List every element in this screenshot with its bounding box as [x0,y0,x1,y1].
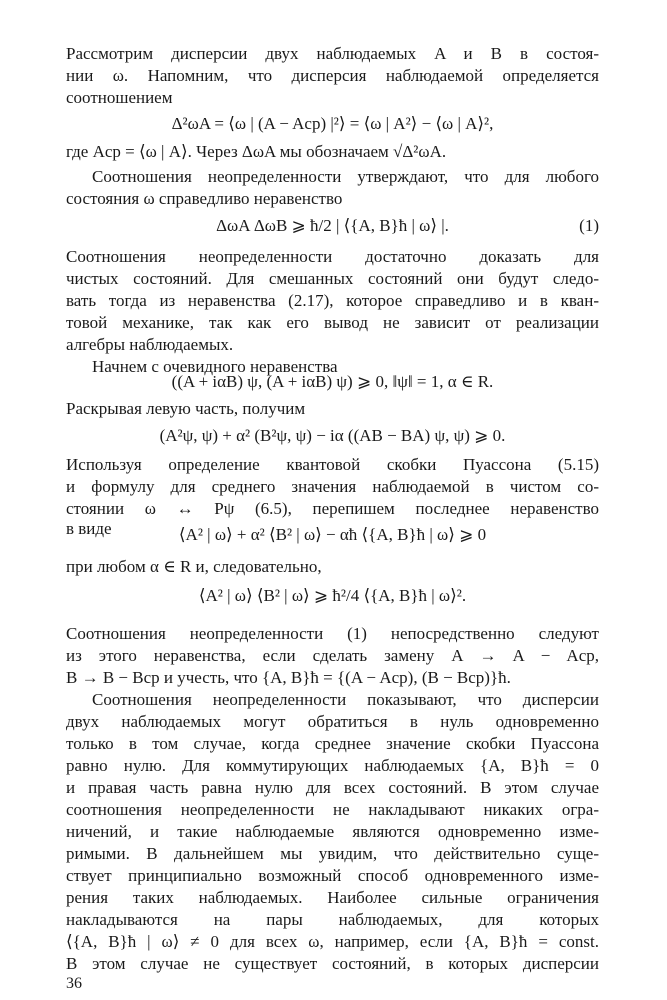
equation-dispersion-definition: Δ²ωA = ⟨ω | (A − Aср) |²⟩ = ⟨ω | A²⟩ − ⟨ω | A⟩², [171,114,494,133]
text-line: вать тогда из неравенства (2.17), которое справедливо и в кван- [66,291,599,310]
page-number: 36 [66,975,82,992]
text-line: чистых состояний. Для смешанных состояний они будут следо- [66,269,599,288]
text-line: состояния ω справедливо неравенство [66,189,343,208]
text-line: Рассмотрим дисперсии двух наблюдаемых A и B в состоя- [66,44,599,63]
equation-expanded: (A²ψ, ψ) + α² (B²ψ, ψ) − iα ((AB − BA) ψ, ψ) ⩾ 0. [159,426,506,445]
text-line: двух наблюдаемых могут обратиться в нуль одновременно [66,712,599,731]
text-line: при любом α ∈ R и, следовательно, [66,557,322,576]
text-line: Соотношения неопределенности утверждают, что для любого [92,167,599,186]
text-line: Используя определение квантовой скобки Пуассона (5.15) [66,455,599,474]
equation-inequality: ((A + iαB) ψ, (A + iαB) ψ) ⩾ 0, ‖ψ‖ = 1, α ∈ R. [171,372,494,391]
text-line: Раскрывая левую часть, получим [66,399,306,418]
text-line: из этого неравенства, если сделать замену A → A − Aср, [66,646,599,665]
equation-mean-values: ⟨A² | ω⟩ + α² ⟨B² | ω⟩ − αħ ⟨{A, B}ħ | ω⟩ ⩾ 0 [178,525,487,544]
text-line: и формулу для среднего значения наблюдаемой в чистом со- [66,477,599,496]
text-line: накладываются на пары наблюдаемых, для которых [66,910,599,929]
text-line: где Aср = ⟨ω | A⟩. Через ΔωA мы обозначаем √Δ²ωA. [66,142,447,161]
text-line: В этом случае не существует состояний, в которых дисперсии [66,954,599,973]
text-line: B → B − Bср и учесть, что {A, B}ħ = {(A − Aср), (B − Bср)}ħ. [66,668,511,687]
text-line: товой механике, так как его вывод не зависит от реализации [66,313,599,332]
text-line: нии ω. Напомним, что дисперсия наблюдаемой определяется [66,66,599,85]
text-line: Начнем с очевидного неравенства [92,357,338,376]
text-line: в виде [66,519,112,538]
text-line: только в том случае, когда среднее значение скобки Пуассона [66,734,599,753]
text-line: Соотношения неопределенности показывают, что дисперсии [92,690,599,709]
text-line: Соотношения неопределенности достаточно доказать для [66,247,599,266]
text-line: соотношением [66,88,173,107]
text-line: рения таких наблюдаемых. Наиболее сильные ограничения [66,888,599,907]
text-line: Соотношения неопределенности (1) непосредственно следуют [66,624,599,643]
text-line: римыми. В дальнейшем мы увидим, что действительно суще- [66,844,599,863]
text-line: стоянии ω ↔ Pψ (6.5), перепишем последнее неравенство [66,499,599,518]
text-line: ⟨{A, B}ħ | ω⟩ ≠ 0 для всех ω, например, если {A, B}ħ = const. [66,932,599,951]
equation-product-bound: ⟨A² | ω⟩ ⟨B² | ω⟩ ⩾ ħ²/4 ⟨{A, B}ħ | ω⟩². [198,586,467,605]
text-line: и правая часть равна нулю для всех состояний. В этом случае [66,778,599,797]
equation-number: (1) [579,216,599,235]
equation-uncertainty-relation: ΔωA ΔωB ⩾ ħ/2 | ⟨{A, B}ħ | ω⟩ |. [216,216,449,235]
text-line: алгебры наблюдаемых. [66,335,234,354]
text-line: соотношения неопределенности не накладывают никаких огра- [66,800,599,819]
text-line: равно нулю. Для коммутирующих наблюдаемых {A, B}ħ = 0 [66,756,599,775]
text-line: ствует принципиально возможный способ одновременного изме- [66,866,599,885]
text-line: ничений, и такие наблюдаемые являются одновременно изме- [66,822,599,841]
